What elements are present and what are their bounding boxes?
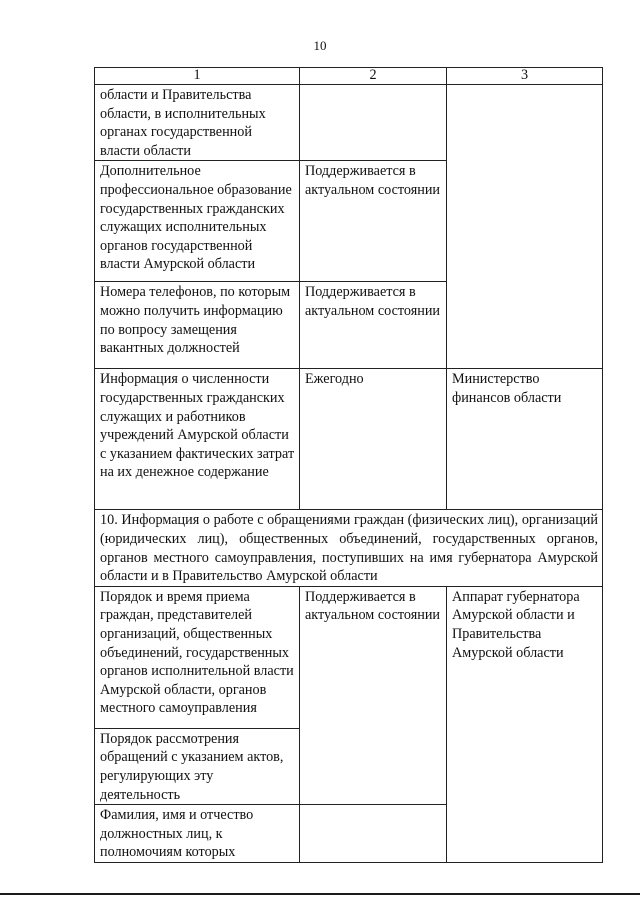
row-item-periodicity bbox=[300, 85, 447, 161]
column-header-1: 1 bbox=[95, 68, 300, 85]
table-row bbox=[95, 369, 603, 510]
row-item-periodicity: Поддерживается в актуальном состоянии bbox=[300, 586, 447, 804]
row-item-name: Порядок и время приема граждан, представителей организаций, общественных объединений, государственных органов исполнительной власти Амурской области, органов местного самоуправления bbox=[95, 586, 300, 728]
row-item-name: Порядок рассмотрения обращений с указанием актов, регулирующих эту деятельность bbox=[95, 728, 300, 804]
row-item-name: Фамилия, имя и отчество должностных лиц, к полномочиям которых bbox=[95, 805, 300, 863]
row-item-name: Информация о численности государственных гражданских служащих и работников учреждений Амурской области с указанием фактических затрат на их денежное содержание bbox=[95, 369, 300, 510]
row-item-responsible-merged bbox=[447, 85, 603, 369]
table-row bbox=[95, 85, 603, 161]
page-bottom-border bbox=[0, 893, 640, 895]
row-item-name: области и Правительства области, в исполнительных органах государственной власти области bbox=[95, 85, 300, 161]
page-number: 10 bbox=[313, 38, 327, 53]
row-item-responsible: Аппарат губернатора Амурской области и Правительства Амурской области bbox=[447, 586, 603, 862]
row-item-periodicity bbox=[300, 805, 447, 863]
row-item-responsible: Министерство финансов области bbox=[447, 369, 603, 510]
column-header-2: 2 bbox=[300, 68, 447, 85]
row-item-periodicity: Поддерживается в актуальном состоянии bbox=[300, 161, 447, 282]
row-item-name: Номера телефонов, по которым можно получить информацию по вопросу замещения вакантных должностей bbox=[95, 282, 300, 369]
section-row bbox=[95, 510, 603, 586]
row-item-periodicity: Ежегодно bbox=[300, 369, 447, 510]
column-header-3: 3 bbox=[447, 68, 603, 85]
table-row bbox=[95, 586, 603, 728]
row-item-periodicity: Поддерживается в актуальном состоянии bbox=[300, 282, 447, 369]
section-heading-10: 10. Информация о работе с обращениями граждан (физических лиц), организаций (юридических лиц), общественных объединений, государственных органов, органов местного самоуправления, поступивших на имя губернатора Амурской области и в Правительство Амурской области bbox=[95, 510, 603, 586]
document-table bbox=[94, 67, 603, 863]
row-item-name: Дополнительное профессиональное образование государственных гражданских служащих исполнительных органов государственной власти Амурской области bbox=[95, 161, 300, 282]
table-header-row bbox=[95, 68, 603, 85]
